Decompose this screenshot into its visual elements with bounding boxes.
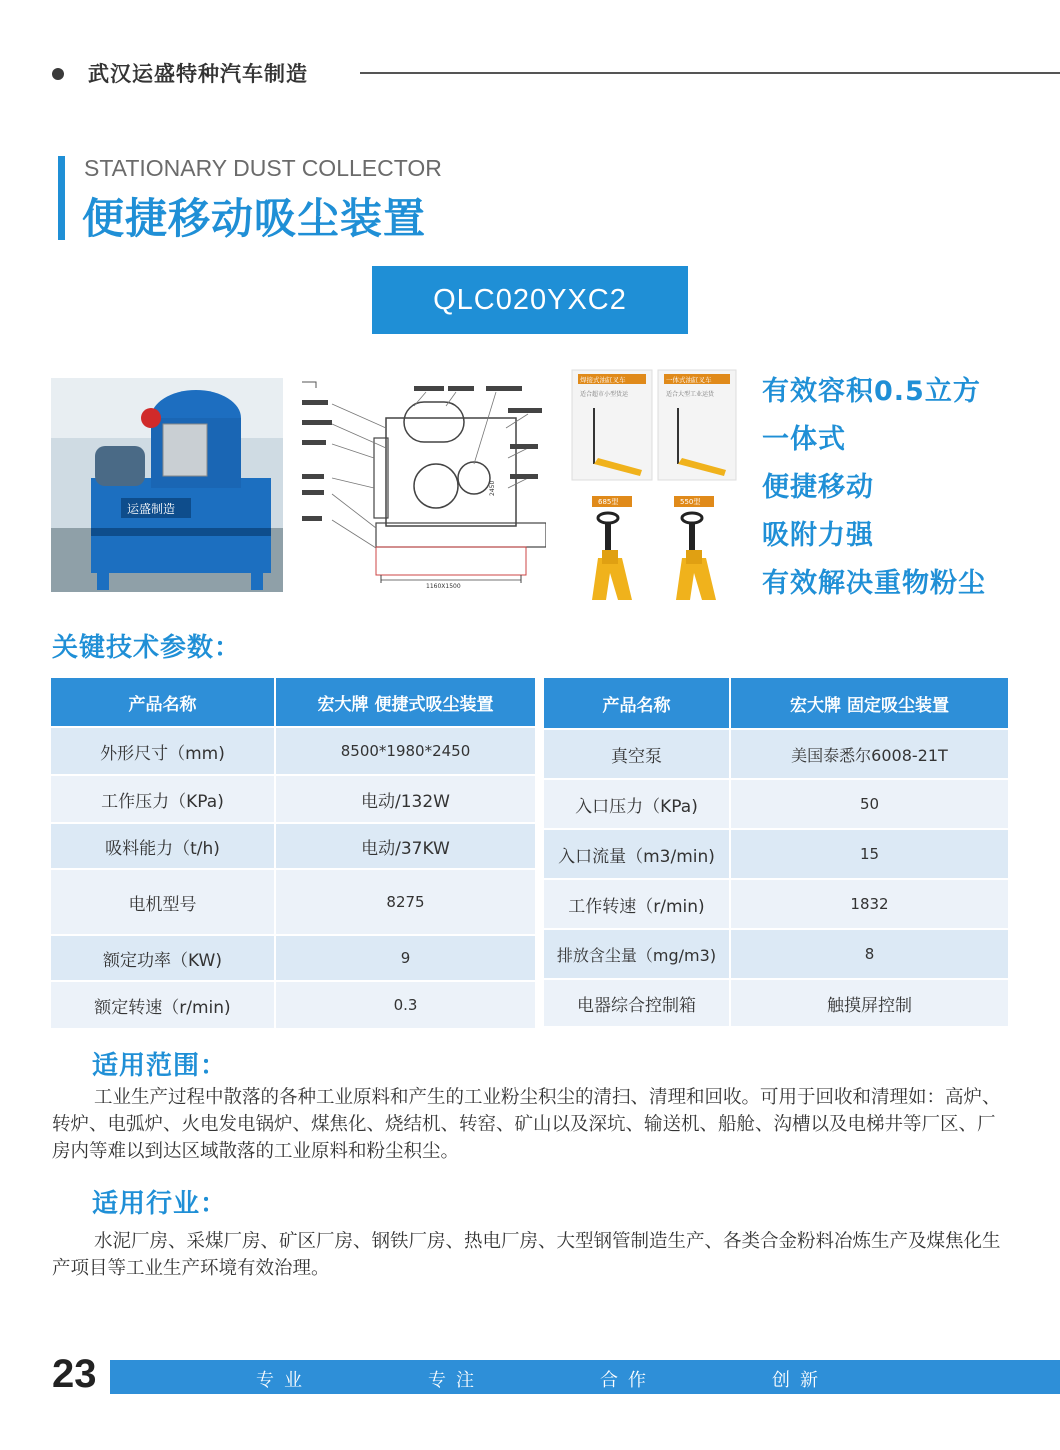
spec-key: 入口压力（KPa) [544,779,730,829]
table-header: 宏大牌 便捷式吸尘装置 [275,678,535,727]
feature-item: 一体式 [762,424,846,455]
table-header: 产品名称 [544,678,730,729]
spec-value: 50 [730,779,1008,829]
feature-item: 有效解决重物粉尘 [762,568,986,599]
photo-label: 运盛制造 [127,502,176,516]
diagram-width-label: 1160X1500 [426,583,461,590]
pallet-tag-2: 550型 [680,498,701,506]
scope-text: 工业生产过程中散落的各种工业原料和产生的工业粉尘积尘的清扫、清理和回收。可用于回收和清理如：高炉、转炉、电弧炉、火电发电锅炉、煤焦化、烧结机、转窑、矿山以及深坑、输送机、船舱、沟槽以及电梯井等厂区、厂房内等难以到达区域散落的工业原料和粉尘积尘。 [52,1087,1001,1162]
pallet-sublabel-1: 适合超市小型货运 [580,391,629,398]
spec-key: 入口流量（m3/min) [544,829,730,879]
schematic-icon [296,378,546,590]
pallet-label-1: 焊接式油缸叉车 [580,376,626,384]
spec-key: 工作转速（r/min) [544,879,730,929]
spec-key: 外形尺寸（mm) [51,727,275,775]
company-name: 武汉运盛特种汽车制造 [88,62,308,86]
pallet-truck-icon [570,368,738,603]
spec-value: 8 [730,929,1008,979]
feature-item: 有效容积0.5立方 [762,376,981,407]
feature-item: 便捷移动 [762,472,874,503]
spec-value: 电动/132W [275,775,535,823]
feature-item: 吸附力强 [762,520,874,551]
spec-value: 8275 [275,869,535,935]
page-number: 23 [52,1352,97,1396]
table-header: 宏大牌 固定吸尘装置 [730,678,1008,729]
feature-list [762,372,986,612]
spec-value: 电动/37KW [275,823,535,869]
spec-key: 排放含尘量（mg/m3) [544,929,730,979]
footer-slogan: 创新 [772,1370,828,1391]
spec-value: 触摸屏控制 [730,979,1008,1027]
page-title: 便捷移动吸尘装置 [82,194,427,243]
model-badge: QLC020YXC2 [372,266,688,334]
spec-value: 15 [730,829,1008,879]
footer-bar [110,1360,1060,1394]
pallet-tag-1: 685型 [598,498,619,506]
footer-slogan: 合作 [600,1370,656,1391]
title-english: STATIONARY DUST COLLECTOR [84,155,442,181]
scope-heading: 适用范围： [92,1051,228,1081]
dust-collector-photo-icon [51,378,283,592]
spec-value: 8500*1980*2450 [275,727,535,775]
title-accent-bar [58,156,65,240]
spec-key: 电器综合控制箱 [544,979,730,1027]
spec-key: 工作压力（KPa) [51,775,275,823]
diagram-height-label: 2450 [489,480,496,496]
spec-value: 0.3 [275,981,535,1029]
bullet-dot [52,68,64,80]
product-photo [51,378,283,592]
footer-slogan: 专业 [256,1370,312,1391]
spec-key: 吸料能力（t/h) [51,823,275,869]
spec-key: 额定转速（r/min) [51,981,275,1029]
pallet-sublabel-2: 适合大型工业运货 [666,391,715,398]
spec-value: 1832 [730,879,1008,929]
spec-value: 美国泰悉尔6008-21T [730,729,1008,779]
industry-heading: 适用行业： [92,1189,228,1219]
footer-slogan: 专注 [428,1370,484,1391]
spec-key: 真空泵 [544,729,730,779]
technical-diagram [296,378,546,590]
pallet-truck-images [570,368,738,603]
header-divider [360,72,1060,74]
spec-table-portable [51,678,535,1030]
industry-text: 水泥厂房、采煤厂房、矿区厂房、钢铁厂房、热电厂房、大型钢管制造生产、各类合金粉料冶炼生产及煤焦化生产项目等工业生产环境有效治理。 [52,1231,1001,1279]
table-header: 产品名称 [51,678,275,727]
params-heading: 关键技术参数： [52,633,242,663]
spec-key: 电机型号 [51,869,275,935]
spec-table-fixed [544,678,1008,1028]
pallet-label-2: 一体式油缸叉车 [666,376,712,384]
spec-value: 9 [275,935,535,981]
spec-key: 额定功率（KW) [51,935,275,981]
